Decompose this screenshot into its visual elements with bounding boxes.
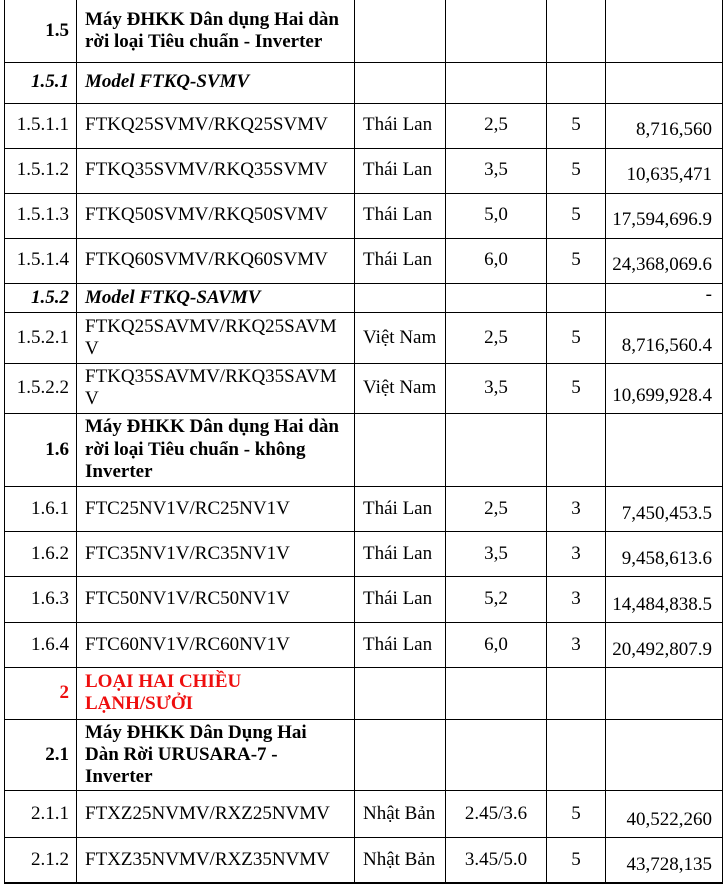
- model-name-cell: FTC25NV1V/RC25NV1V: [77, 486, 355, 531]
- table-row: [5, 238, 723, 283]
- item-number-cell: 2.1.2: [5, 837, 77, 884]
- table-row: [5, 193, 723, 238]
- item-number-cell: 1.5.1.4: [5, 238, 77, 283]
- warranty-cell: 3: [547, 486, 606, 531]
- model-name-cell: FTC35NV1V/RC35NV1V: [77, 531, 355, 576]
- model-name-cell: Model FTKQ-SVMV: [77, 62, 355, 103]
- table-row: [5, 531, 723, 576]
- item-number-cell: 1.5.2.2: [5, 363, 77, 413]
- warranty-cell: 5: [547, 148, 606, 193]
- warranty-cell: [547, 62, 606, 103]
- origin-cell: Thái Lan: [355, 486, 446, 531]
- model-name-cell: FTKQ35SVMV/RKQ35SVMV: [77, 148, 355, 193]
- capacity-cell: [446, 0, 547, 62]
- capacity-cell: 6,0: [446, 622, 547, 667]
- model-name-cell: Model FTKQ-SAVMV: [77, 283, 355, 312]
- capacity-cell: 3,5: [446, 531, 547, 576]
- origin-cell: Việt Nam: [355, 312, 446, 363]
- price-cell: 14,484,838.5: [606, 576, 723, 622]
- model-name-cell: FTC50NV1V/RC50NV1V: [77, 576, 355, 622]
- origin-cell: Thái Lan: [355, 193, 446, 238]
- price-cell: 10,635,471: [606, 148, 723, 193]
- warranty-cell: 5: [547, 312, 606, 363]
- item-number-cell: 1.5.1: [5, 62, 77, 103]
- price-cell: 9,458,613.6: [606, 531, 723, 576]
- capacity-cell: 2,5: [446, 312, 547, 363]
- price-cell: [606, 0, 723, 62]
- capacity-cell: 5,2: [446, 576, 547, 622]
- price-cell: -: [606, 283, 723, 312]
- capacity-cell: 2,5: [446, 103, 547, 148]
- model-name-cell: Máy ĐHKK Dân dụng Hai dàn rời loại Tiêu chuẩn - không Inverter: [77, 413, 355, 486]
- model-name-cell: FTKQ35SAVMV/RKQ35SAVMV: [77, 363, 355, 413]
- origin-cell: [355, 62, 446, 103]
- warranty-cell: 5: [547, 790, 606, 837]
- origin-cell: [355, 283, 446, 312]
- price-cell: 24,368,069.6: [606, 238, 723, 283]
- price-cell: 8,716,560: [606, 103, 723, 148]
- origin-cell: Thái Lan: [355, 531, 446, 576]
- table-row: [5, 719, 723, 790]
- model-name-cell: FTKQ60SVMV/RKQ60SVMV: [77, 238, 355, 283]
- price-table: [4, 0, 723, 884]
- warranty-cell: 3: [547, 576, 606, 622]
- item-number-cell: 2.1: [5, 719, 77, 790]
- origin-cell: [355, 413, 446, 486]
- model-name-cell: Máy ĐHKK Dân dụng Hai dàn rời loại Tiêu chuẩn - Inverter: [77, 0, 355, 62]
- capacity-cell: 3,5: [446, 148, 547, 193]
- capacity-cell: 3,5: [446, 363, 547, 413]
- origin-cell: Thái Lan: [355, 103, 446, 148]
- table-row: [5, 413, 723, 486]
- capacity-cell: 3.45/5.0: [446, 837, 547, 884]
- warranty-cell: [547, 667, 606, 719]
- origin-cell: Thái Lan: [355, 148, 446, 193]
- table-row: [5, 363, 723, 413]
- warranty-cell: [547, 0, 606, 62]
- price-cell: [606, 413, 723, 486]
- model-name-cell: FTKQ25SAVMV/RKQ25SAVMV: [77, 312, 355, 363]
- warranty-cell: [547, 413, 606, 486]
- item-number-cell: 1.6.1: [5, 486, 77, 531]
- item-number-cell: 1.5.1.3: [5, 193, 77, 238]
- origin-cell: [355, 719, 446, 790]
- origin-cell: [355, 0, 446, 62]
- price-cell: 40,522,260: [606, 790, 723, 837]
- model-name-cell: FTKQ25SVMV/RKQ25SVMV: [77, 103, 355, 148]
- item-number-cell: 1.5: [5, 0, 77, 62]
- model-name-cell: FTXZ25NVMV/RXZ25NVMV: [77, 790, 355, 837]
- price-cell: [606, 667, 723, 719]
- table-row: [5, 283, 723, 312]
- table-row: [5, 0, 723, 62]
- item-number-cell: 1.6.3: [5, 576, 77, 622]
- item-number-cell: 1.6: [5, 413, 77, 486]
- table-row: [5, 622, 723, 667]
- capacity-cell: 2,5: [446, 486, 547, 531]
- warranty-cell: 5: [547, 103, 606, 148]
- item-number-cell: 2.1.1: [5, 790, 77, 837]
- item-number-cell: 1.5.2: [5, 283, 77, 312]
- warranty-cell: [547, 283, 606, 312]
- capacity-cell: [446, 667, 547, 719]
- capacity-cell: 6,0: [446, 238, 547, 283]
- model-name-cell: Máy ĐHKK Dân Dụng Hai Dàn Rời URUSARA-7 - Inverter: [77, 719, 355, 790]
- capacity-cell: [446, 719, 547, 790]
- origin-cell: Việt Nam: [355, 363, 446, 413]
- warranty-cell: 5: [547, 837, 606, 884]
- warranty-cell: 5: [547, 193, 606, 238]
- table-row: [5, 837, 723, 884]
- item-number-cell: 2: [5, 667, 77, 719]
- table-row: [5, 148, 723, 193]
- price-cell: 43,728,135: [606, 837, 723, 884]
- warranty-cell: 5: [547, 238, 606, 283]
- origin-cell: Nhật Bản: [355, 790, 446, 837]
- price-cell: [606, 62, 723, 103]
- origin-cell: Thái Lan: [355, 576, 446, 622]
- warranty-cell: 5: [547, 363, 606, 413]
- price-cell: 7,450,453.5: [606, 486, 723, 531]
- item-number-cell: 1.5.1.2: [5, 148, 77, 193]
- origin-cell: Thái Lan: [355, 238, 446, 283]
- capacity-cell: 2.45/3.6: [446, 790, 547, 837]
- warranty-cell: 3: [547, 622, 606, 667]
- model-name-cell: LOẠI HAI CHIỀU LẠNH/SƯỞI: [77, 667, 355, 719]
- capacity-cell: [446, 283, 547, 312]
- capacity-cell: [446, 413, 547, 486]
- capacity-cell: 5,0: [446, 193, 547, 238]
- origin-cell: [355, 667, 446, 719]
- warranty-cell: [547, 719, 606, 790]
- table-row: [5, 62, 723, 103]
- model-name-cell: FTKQ50SVMV/RKQ50SVMV: [77, 193, 355, 238]
- price-cell: [606, 719, 723, 790]
- warranty-cell: 3: [547, 531, 606, 576]
- item-number-cell: 1.6.4: [5, 622, 77, 667]
- price-cell: 17,594,696.9: [606, 193, 723, 238]
- model-name-cell: FTC60NV1V/RC60NV1V: [77, 622, 355, 667]
- origin-cell: Nhật Bản: [355, 837, 446, 884]
- table-row: [5, 312, 723, 363]
- price-cell: 10,699,928.4: [606, 363, 723, 413]
- price-cell: 8,716,560.4: [606, 312, 723, 363]
- table-row: [5, 486, 723, 531]
- table-row: [5, 103, 723, 148]
- model-name-cell: FTXZ35NVMV/RXZ35NVMV: [77, 837, 355, 884]
- item-number-cell: 1.5.2.1: [5, 312, 77, 363]
- origin-cell: Thái Lan: [355, 622, 446, 667]
- table-row: [5, 576, 723, 622]
- capacity-cell: [446, 62, 547, 103]
- table-row: [5, 667, 723, 719]
- item-number-cell: 1.5.1.1: [5, 103, 77, 148]
- table-row: [5, 790, 723, 837]
- item-number-cell: 1.6.2: [5, 531, 77, 576]
- price-cell: 20,492,807.9: [606, 622, 723, 667]
